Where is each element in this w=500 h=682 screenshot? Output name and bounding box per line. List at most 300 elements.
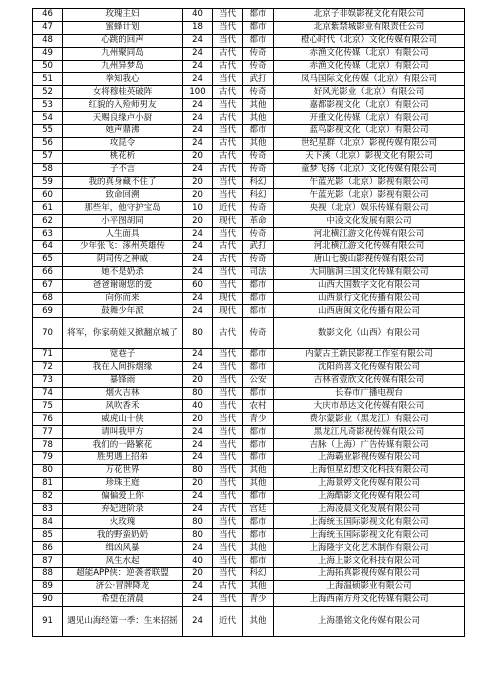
episodes-cell: 80: [183, 529, 213, 542]
company-cell: 上海拓真影视传媒有限公司: [274, 568, 465, 581]
genre-cell: 科幻: [243, 568, 274, 581]
title-cell: 珍珠王庭: [63, 477, 183, 490]
era-cell: 当代: [213, 477, 243, 490]
genre-cell: 都市: [243, 529, 274, 542]
row-number-cell: 79: [33, 452, 63, 465]
era-cell: 当代: [213, 176, 243, 189]
company-cell: 大同脑洞三国文化传媒有限公司: [274, 266, 465, 279]
row-number-cell: 90: [33, 593, 63, 606]
table-row: [33, 47, 465, 60]
title-cell: 我在人间拆烟缘: [63, 361, 183, 374]
company-cell: 赤渔文化传媒（北京）有限公司: [274, 47, 465, 60]
title-cell: 宽巷子: [63, 348, 183, 361]
company-cell: 北京紫禁城影业有限责任公司: [274, 21, 465, 34]
table-row: [33, 9, 465, 22]
table-row: [33, 452, 465, 465]
era-cell: 古代: [213, 580, 243, 593]
genre-cell: 科幻: [243, 176, 274, 189]
episodes-cell: 24: [183, 606, 213, 637]
genre-cell: 都市: [243, 125, 274, 138]
company-cell: 上海统玉国际影视文化有限公司: [274, 516, 465, 529]
genre-cell: 传奇: [243, 60, 274, 73]
title-cell: 那些年，他守护宝岛: [63, 202, 183, 215]
table-row: [33, 21, 465, 34]
row-number-cell: 57: [33, 150, 63, 163]
row-number-cell: 61: [33, 202, 63, 215]
episodes-cell: 20: [183, 477, 213, 490]
row-number-cell: 68: [33, 292, 63, 305]
table-row: [33, 477, 465, 490]
title-cell: 阴司传之神威: [63, 253, 183, 266]
title-cell: 心跳的回声: [63, 34, 183, 47]
title-cell: 风生水起: [63, 555, 183, 568]
company-cell: 上海上影文化科技有限公司: [274, 555, 465, 568]
era-cell: 当代: [213, 361, 243, 374]
episodes-cell: 24: [183, 137, 213, 150]
title-cell: 女将穆桂英破阵: [63, 86, 183, 99]
table-row: [33, 228, 465, 241]
company-cell: 上海西南方舟文化传媒有限公司: [274, 593, 465, 606]
genre-cell: 青少: [243, 593, 274, 606]
genre-cell: 其他: [243, 542, 274, 555]
episodes-cell: 24: [183, 241, 213, 254]
table-row: [33, 606, 465, 637]
table-row: [33, 99, 465, 112]
company-cell: 上海霸业影视传媒有限公司: [274, 452, 465, 465]
era-cell: 古代: [213, 241, 243, 254]
genre-cell: 传奇: [243, 202, 274, 215]
era-cell: 古代: [213, 112, 243, 125]
title-cell: 小平图胡同: [63, 215, 183, 228]
episodes-cell: 24: [183, 99, 213, 112]
row-number-cell: 75: [33, 400, 63, 413]
era-cell: 当代: [213, 593, 243, 606]
episodes-cell: 40: [183, 9, 213, 22]
era-cell: 当代: [213, 452, 243, 465]
genre-cell: 传奇: [243, 47, 274, 60]
company-cell: 北京子非娱影视文化有限公司: [274, 9, 465, 22]
row-number-cell: 59: [33, 176, 63, 189]
table-row: [33, 279, 465, 292]
company-cell: 长春市广播电视台: [274, 387, 465, 400]
table-row: [33, 253, 465, 266]
table-row: [33, 580, 465, 593]
era-cell: 当代: [213, 400, 243, 413]
table-row: [33, 137, 465, 150]
era-cell: 古代: [213, 150, 243, 163]
company-cell: 费尔蒙影业（黑龙江）有限公司: [274, 413, 465, 426]
table-row: [33, 241, 465, 254]
table-row: [33, 34, 465, 47]
genre-cell: 司法: [243, 266, 274, 279]
title-cell: 玫瑰主妇: [63, 9, 183, 22]
company-cell: 上海酷影文化传媒有限公司: [274, 490, 465, 503]
episodes-cell: 24: [183, 292, 213, 305]
era-cell: 当代: [213, 266, 243, 279]
table-row: [33, 189, 465, 202]
genre-cell: 都市: [243, 490, 274, 503]
table-row: [33, 215, 465, 228]
title-cell: 人生面具: [63, 228, 183, 241]
era-cell: 当代: [213, 426, 243, 439]
genre-cell: 传奇: [243, 253, 274, 266]
era-cell: 古代: [213, 253, 243, 266]
title-cell: 超能APP侠：逆袭者联盟: [63, 568, 183, 581]
row-number-cell: 86: [33, 542, 63, 555]
company-cell: 凤马国际文化传媒（北京）有限公司: [274, 73, 465, 86]
row-number-cell: 77: [33, 426, 63, 439]
table-row: [33, 516, 465, 529]
row-number-cell: 60: [33, 189, 63, 202]
episodes-cell: 40: [183, 555, 213, 568]
row-number-cell: 49: [33, 47, 63, 60]
company-cell: 童梦飞扬（北京）文化传媒有限公司: [274, 163, 465, 176]
row-number-cell: 63: [33, 228, 63, 241]
table-row: [33, 348, 465, 361]
episodes-cell: 24: [183, 163, 213, 176]
company-cell: 河北横江游文化传媒有限公司: [274, 228, 465, 241]
genre-cell: 农村: [243, 400, 274, 413]
genre-cell: 公安: [243, 374, 274, 387]
row-number-cell: 82: [33, 490, 63, 503]
title-cell: 我的真身藏不住了: [63, 176, 183, 189]
company-cell: 数影文化（山西）有限公司: [274, 318, 465, 349]
genre-cell: 都市: [243, 426, 274, 439]
company-cell: 吉脉（上海）广告传媒有限公司: [274, 439, 465, 452]
title-cell: 火玫瑰: [63, 516, 183, 529]
drama-registry-table: [32, 8, 465, 637]
table-row: [33, 490, 465, 503]
episodes-cell: 24: [183, 60, 213, 73]
era-cell: 当代: [213, 568, 243, 581]
table-row: [33, 387, 465, 400]
company-cell: 上海温硕影业有限公司: [274, 580, 465, 593]
genre-cell: 都市: [243, 361, 274, 374]
title-cell: 桃花析: [63, 150, 183, 163]
episodes-cell: 80: [183, 318, 213, 349]
episodes-cell: 24: [183, 490, 213, 503]
table-row: [33, 400, 465, 413]
genre-cell: 都市: [243, 387, 274, 400]
company-cell: 嘉都影视文化（北京）有限公司: [274, 99, 465, 112]
era-cell: 古代: [213, 163, 243, 176]
row-number-cell: 76: [33, 413, 63, 426]
episodes-cell: 24: [183, 253, 213, 266]
era-cell: 当代: [213, 73, 243, 86]
company-cell: 上海凌晨文化发展有限公司: [274, 503, 465, 516]
row-number-cell: 54: [33, 112, 63, 125]
table-row: [33, 361, 465, 374]
genre-cell: 都市: [243, 34, 274, 47]
table-row: [33, 202, 465, 215]
company-cell: 蓝鸟影视文化（北京）有限公司: [274, 125, 465, 138]
company-cell: 山西唐闽文化传播有限公司: [274, 305, 465, 318]
table-row: [33, 73, 465, 86]
genre-cell: 其他: [243, 112, 274, 125]
row-number-cell: 83: [33, 503, 63, 516]
table-row: [33, 439, 465, 452]
row-number-cell: 46: [33, 9, 63, 22]
episodes-cell: 20: [183, 215, 213, 228]
title-cell: 偏偏爱上你: [63, 490, 183, 503]
genre-cell: 其他: [243, 464, 274, 477]
episodes-cell: 10: [183, 202, 213, 215]
genre-cell: 传奇: [243, 150, 274, 163]
era-cell: 当代: [213, 464, 243, 477]
table-row: [33, 426, 465, 439]
genre-cell: 都市: [243, 555, 274, 568]
row-number-cell: 73: [33, 374, 63, 387]
row-number-cell: 69: [33, 305, 63, 318]
row-number-cell: 84: [33, 516, 63, 529]
era-cell: 当代: [213, 490, 243, 503]
title-cell: 我的野蛮奶奶: [63, 529, 183, 542]
company-cell: 山西大国数字文化有限公司: [274, 279, 465, 292]
episodes-cell: 60: [183, 279, 213, 292]
company-cell: 大庆市昂达文化传媒有限公司: [274, 400, 465, 413]
title-cell: 我们的一路繁花: [63, 439, 183, 452]
title-cell: 九州聚同岛: [63, 47, 183, 60]
episodes-cell: 24: [183, 593, 213, 606]
table-row: [33, 593, 465, 606]
company-cell: 上海统玉国际影视文化有限公司: [274, 529, 465, 542]
company-cell: 天下溪（北京）影视文化有限公司: [274, 150, 465, 163]
row-number-cell: 50: [33, 60, 63, 73]
episodes-cell: 18: [183, 21, 213, 34]
table-row: [33, 413, 465, 426]
table-row: [33, 305, 465, 318]
title-cell: 九州异梦岛: [63, 60, 183, 73]
title-cell: 向你而来: [63, 292, 183, 305]
title-cell: 少年张飞：涿州英雄传: [63, 241, 183, 254]
row-number-cell: 71: [33, 348, 63, 361]
table-row: [33, 555, 465, 568]
era-cell: 当代: [213, 99, 243, 112]
genre-cell: 传奇: [243, 228, 274, 241]
row-number-cell: 66: [33, 266, 63, 279]
company-cell: 央视（北京）娱乐传媒有限公司: [274, 202, 465, 215]
era-cell: 当代: [213, 413, 243, 426]
title-cell: 暴锋雨: [63, 374, 183, 387]
era-cell: 古代: [213, 47, 243, 60]
era-cell: 当代: [213, 555, 243, 568]
era-cell: 当代: [213, 387, 243, 400]
episodes-cell: 24: [183, 503, 213, 516]
row-number-cell: 65: [33, 253, 63, 266]
title-cell: 蜜蜂计划: [63, 21, 183, 34]
title-cell: 烟火吉林: [63, 387, 183, 400]
episodes-cell: 24: [183, 426, 213, 439]
table-row: [33, 266, 465, 279]
genre-cell: 传奇: [243, 163, 274, 176]
title-cell: 天赐良缘卢小厨: [63, 112, 183, 125]
episodes-cell: 20: [183, 568, 213, 581]
episodes-cell: 24: [183, 266, 213, 279]
era-cell: 现代: [213, 305, 243, 318]
company-cell: 山西景行文化传播有限公司: [274, 292, 465, 305]
row-number-cell: 70: [33, 318, 63, 349]
table-row: [33, 503, 465, 516]
era-cell: 当代: [213, 125, 243, 138]
era-cell: 近代: [213, 202, 243, 215]
table-body: [33, 9, 465, 637]
title-cell: 将军，你家萌娃又掀翻京城了: [63, 318, 183, 349]
table-row: [33, 163, 465, 176]
genre-cell: 传奇: [243, 86, 274, 99]
episodes-cell: 24: [183, 125, 213, 138]
genre-cell: 都市: [243, 21, 274, 34]
episodes-cell: 24: [183, 348, 213, 361]
table-row: [33, 568, 465, 581]
company-cell: 中凌文化发展有限公司: [274, 215, 465, 228]
era-cell: 现代: [213, 215, 243, 228]
company-cell: 世纪星群（北京）影视传媒有限公司: [274, 137, 465, 150]
era-cell: 古代: [213, 60, 243, 73]
genre-cell: 武打: [243, 241, 274, 254]
episodes-cell: 24: [183, 439, 213, 452]
row-number-cell: 53: [33, 99, 63, 112]
era-cell: 当代: [213, 542, 243, 555]
era-cell: 当代: [213, 21, 243, 34]
era-cell: 现代: [213, 292, 243, 305]
era-cell: 近代: [213, 606, 243, 637]
episodes-cell: 20: [183, 374, 213, 387]
genre-cell: 宫廷: [243, 503, 274, 516]
era-cell: 当代: [213, 34, 243, 47]
title-cell: 风吹香禾: [63, 400, 183, 413]
title-cell: 请叫我甲方: [63, 426, 183, 439]
title-cell: 遇见山海经第一季：生来招摇: [63, 606, 183, 637]
company-cell: 沈阳尚喜文化传媒有限公司: [274, 361, 465, 374]
row-number-cell: 81: [33, 477, 63, 490]
company-cell: 黑龙江凡奇影视传媒有限公司: [274, 426, 465, 439]
episodes-cell: 24: [183, 542, 213, 555]
era-cell: 当代: [213, 228, 243, 241]
table-row: [33, 176, 465, 189]
table-row: [33, 125, 465, 138]
title-cell: 子不言: [63, 163, 183, 176]
company-cell: 河北横江游文化传媒有限公司: [274, 241, 465, 254]
genre-cell: 传奇: [243, 318, 274, 349]
episodes-cell: 40: [183, 400, 213, 413]
episodes-cell: 24: [183, 73, 213, 86]
genre-cell: 其他: [243, 137, 274, 150]
row-number-cell: 91: [33, 606, 63, 637]
company-cell: 开重文化传媒（北京）有限公司: [274, 112, 465, 125]
company-cell: 上海隆宇文化艺术制作有限公司: [274, 542, 465, 555]
row-number-cell: 88: [33, 568, 63, 581]
row-number-cell: 64: [33, 241, 63, 254]
title-cell: 致命回溯: [63, 189, 183, 202]
episodes-cell: 80: [183, 387, 213, 400]
genre-cell: 都市: [243, 9, 274, 22]
title-cell: 胜男遇上招弟: [63, 452, 183, 465]
era-cell: 古代: [213, 318, 243, 349]
episodes-cell: 24: [183, 34, 213, 47]
era-cell: 当代: [213, 189, 243, 202]
row-number-cell: 48: [33, 34, 63, 47]
title-cell: 希望在清晨: [63, 593, 183, 606]
company-cell: 上海景婷文化传媒有限公司: [274, 477, 465, 490]
genre-cell: 青少: [243, 413, 274, 426]
table-row: [33, 150, 465, 163]
title-cell: 万花世界: [63, 464, 183, 477]
row-number-cell: 47: [33, 21, 63, 34]
title-cell: 拳知我心: [63, 73, 183, 86]
episodes-cell: 24: [183, 580, 213, 593]
company-cell: 唐山七骏山影视传媒有限公司: [274, 253, 465, 266]
era-cell: 当代: [213, 529, 243, 542]
row-number-cell: 74: [33, 387, 63, 400]
row-number-cell: 58: [33, 163, 63, 176]
genre-cell: 都市: [243, 348, 274, 361]
title-cell: 爸爸谢谢您的爱: [63, 279, 183, 292]
company-cell: 橙心时代（北京）文化传媒有限公司: [274, 34, 465, 47]
genre-cell: 都市: [243, 439, 274, 452]
episodes-cell: 24: [183, 112, 213, 125]
company-cell: 内蒙古王新民影视工作室有限公司: [274, 348, 465, 361]
table-row: [33, 529, 465, 542]
table-row: [33, 60, 465, 73]
genre-cell: 科幻: [243, 189, 274, 202]
company-cell: 上海恒星幻想文化科技有限公司: [274, 464, 465, 477]
episodes-cell: 80: [183, 516, 213, 529]
title-cell: 她声鼎沸: [63, 125, 183, 138]
genre-cell: 其他: [243, 580, 274, 593]
row-number-cell: 55: [33, 125, 63, 138]
company-cell: 上海墨铭文化传媒有限公司: [274, 606, 465, 637]
genre-cell: 其他: [243, 99, 274, 112]
genre-cell: 都市: [243, 305, 274, 318]
title-cell: 红貌的入殓师男友: [63, 99, 183, 112]
genre-cell: 革命: [243, 215, 274, 228]
genre-cell: 都市: [243, 516, 274, 529]
genre-cell: 都市: [243, 279, 274, 292]
company-cell: 吉林省壹欣文化传媒有限公司: [274, 374, 465, 387]
genre-cell: 其他: [243, 606, 274, 637]
era-cell: 当代: [213, 348, 243, 361]
era-cell: 当代: [213, 516, 243, 529]
title-cell: 威虎山十侠: [63, 413, 183, 426]
era-cell: 古代: [213, 137, 243, 150]
genre-cell: 武打: [243, 73, 274, 86]
episodes-cell: 100: [183, 86, 213, 99]
row-number-cell: 62: [33, 215, 63, 228]
genre-cell: 其他: [243, 477, 274, 490]
episodes-cell: 20: [183, 150, 213, 163]
row-number-cell: 78: [33, 439, 63, 452]
table-row: [33, 542, 465, 555]
table-row: [33, 374, 465, 387]
title-cell: 攻昆令: [63, 137, 183, 150]
episodes-cell: 20: [183, 189, 213, 202]
row-number-cell: 72: [33, 361, 63, 374]
row-number-cell: 52: [33, 86, 63, 99]
row-number-cell: 51: [33, 73, 63, 86]
episodes-cell: 20: [183, 413, 213, 426]
company-cell: 赤渔文化传媒（北京）有限公司: [274, 60, 465, 73]
episodes-cell: 24: [183, 361, 213, 374]
title-cell: 济公·冒牌降龙: [63, 580, 183, 593]
era-cell: 古代: [213, 86, 243, 99]
row-number-cell: 56: [33, 137, 63, 150]
row-number-cell: 80: [33, 464, 63, 477]
row-number-cell: 87: [33, 555, 63, 568]
episodes-cell: 24: [183, 47, 213, 60]
table-row: [33, 318, 465, 349]
episodes-cell: 24: [183, 305, 213, 318]
row-number-cell: 85: [33, 529, 63, 542]
